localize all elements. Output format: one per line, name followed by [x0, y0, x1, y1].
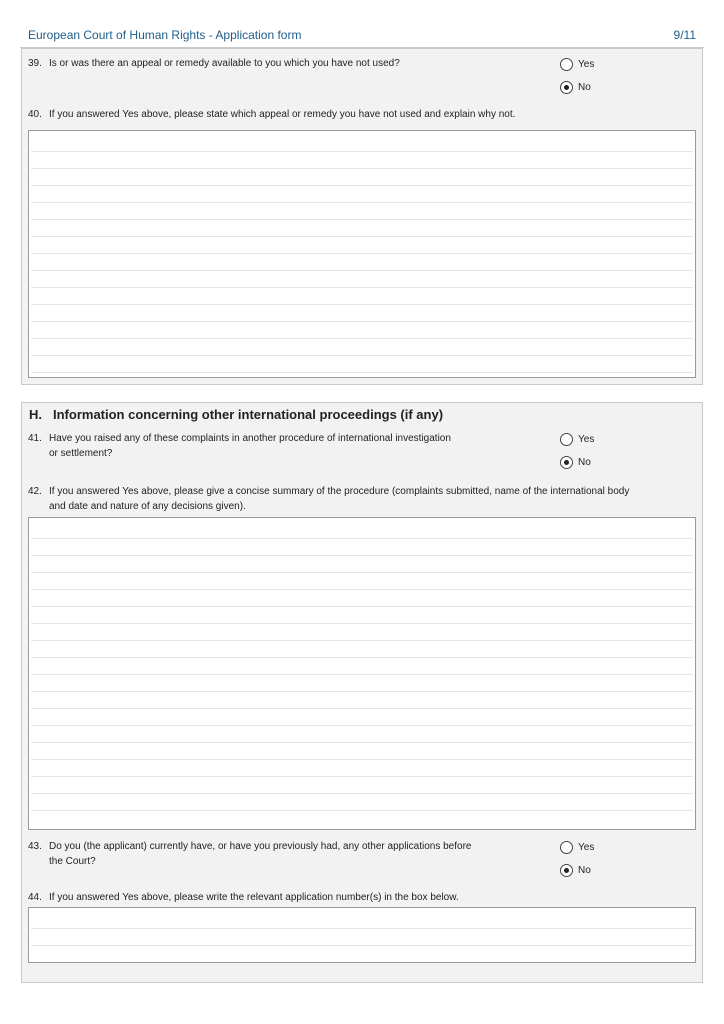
section-title: Information concerning other international proceedings (if any)	[53, 407, 444, 422]
question-number: 39.	[28, 58, 42, 69]
question-43	[28, 839, 548, 871]
question-text-line1: Do you (the applicant) currently have, or have you previously had, any other applications before	[49, 841, 472, 852]
question-number: 41.	[28, 433, 42, 444]
radio-label: No	[578, 457, 591, 468]
question-41	[28, 431, 548, 463]
question-text: Is or was there an appeal or remedy available to you which you have not used?	[49, 58, 400, 69]
question-number: 40.	[28, 109, 42, 120]
q40-answer-textarea[interactable]	[28, 130, 696, 378]
section-h-heading	[29, 407, 443, 422]
radio-label: Yes	[578, 59, 595, 70]
question-text-line1: If you answered Yes above, please give a concise summary of the procedure (complaints submitted, name of the international body	[49, 486, 630, 497]
radio-label: No	[578, 865, 591, 876]
radio-label: No	[578, 82, 591, 93]
section-h	[21, 402, 703, 983]
radio-checked-icon[interactable]	[560, 456, 573, 469]
radio-checked-icon[interactable]	[560, 81, 573, 94]
page-header	[28, 28, 696, 46]
page-number: 9/11	[673, 28, 696, 42]
ruled-lines	[31, 912, 693, 958]
radio-unchecked-icon[interactable]	[560, 841, 573, 854]
form-title: European Court of Human Rights - Application form	[28, 28, 302, 42]
radio-label: Yes	[578, 842, 595, 853]
question-text-line1: Have you raised any of these complaints in another procedure of international investigation	[49, 433, 451, 444]
question-number: 42.	[28, 486, 42, 497]
section-letter: H.	[29, 407, 42, 422]
radio-label: Yes	[578, 434, 595, 445]
remedies-section	[21, 48, 703, 385]
question-text-line2: or settlement?	[49, 448, 113, 459]
q44-answer-textarea[interactable]	[28, 907, 696, 963]
question-text-line2: and date and nature of any decisions given).	[49, 501, 246, 512]
ruled-lines	[31, 135, 693, 373]
question-42	[28, 484, 698, 516]
q42-answer-textarea[interactable]	[28, 517, 696, 830]
radio-checked-icon[interactable]	[560, 864, 573, 877]
radio-unchecked-icon[interactable]	[560, 433, 573, 446]
question-number: 43.	[28, 841, 42, 852]
question-text: If you answered Yes above, please state which appeal or remedy you have not used and explain why not.	[49, 109, 516, 120]
question-text: If you answered Yes above, please write the relevant application number(s) in the box below.	[49, 892, 459, 903]
question-text-line2: the Court?	[49, 856, 96, 867]
ruled-lines	[31, 522, 693, 825]
question-number: 44.	[28, 892, 42, 903]
radio-unchecked-icon[interactable]	[560, 58, 573, 71]
